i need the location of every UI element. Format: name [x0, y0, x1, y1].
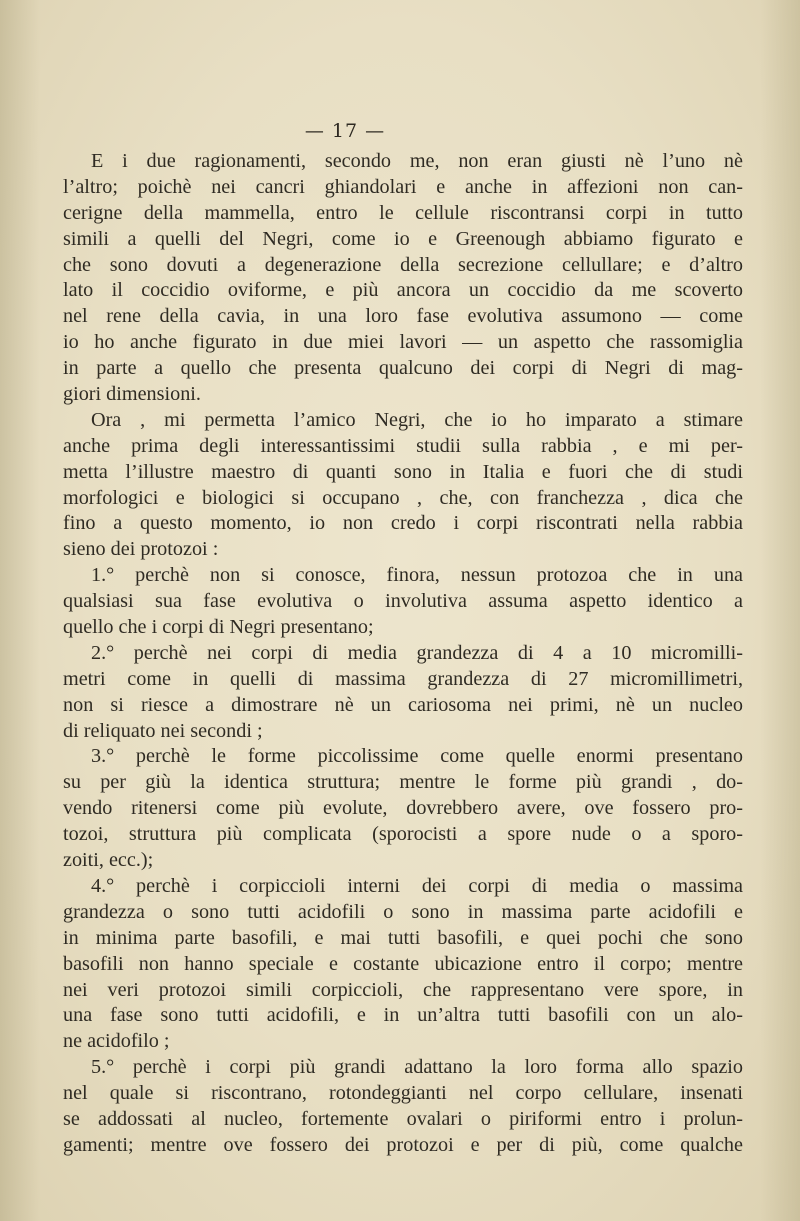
- text-line: in minima parte basofili, e mai tutti basofili, e quei pochi che sono: [63, 926, 743, 949]
- text-line: quello che i corpi di Negri presentano;: [63, 616, 374, 639]
- text-line: qualsiasi sua fase evolutiva o involutiva assuma aspetto identico a: [63, 590, 743, 613]
- text-line: nei veri protozoi simili corpiccioli, che rappresentano vere spore, in: [63, 978, 743, 1001]
- text-line: grandezza o sono tutti acidofili o sono in massima parte acidofili e: [63, 900, 743, 923]
- text-line: in parte a quello che presenta qualcuno dei corpi di Negri di mag-: [63, 357, 743, 380]
- text-line: nel rene della cavia, in una loro fase evolutiva assumono — come: [63, 305, 743, 328]
- text-line: 2.° perchè nei corpi di media grandezza di 4 a 10 micromilli-: [91, 641, 743, 664]
- text-line: 3.° perchè le forme piccolissime come quelle enormi presentano: [91, 745, 743, 768]
- text-line: sieno dei protozoi :: [63, 538, 219, 561]
- text-line: ne acidofilo ;: [63, 1030, 170, 1053]
- text-line: fino a questo momento, io non credo i corpi riscontrati nella rabbia: [63, 512, 743, 535]
- text-line: giori dimensioni.: [63, 383, 201, 406]
- text-line: io ho anche figurato in due miei lavori — un aspetto che rassomiglia: [63, 331, 743, 354]
- text-line: una fase sono tutti acidofili, e in un’altra tutti basofili con un alo-: [63, 1004, 743, 1027]
- text-line: 4.° perchè i corpiccioli interni dei corpi di media o massima: [91, 874, 743, 897]
- text-line: che sono dovuti a degenerazione della secrezione cellullare; e d’altro: [63, 253, 743, 276]
- page-shadow-right: [760, 0, 800, 1221]
- text-line: 1.° perchè non si conosce, finora, nessun protozoa che in una: [91, 564, 743, 587]
- text-line: zoiti, ecc.);: [63, 849, 154, 872]
- text-line: Ora , mi permetta l’amico Negri, che io ho imparato a stimare: [91, 408, 743, 431]
- text-line: nel quale si riscontrano, rotondeggianti nel corpo cellulare, insenati: [63, 1082, 743, 1105]
- text-line: 5.° perchè i corpi più grandi adattano la loro forma allo spazio: [91, 1056, 743, 1079]
- text-line: morfologici e biologici si occupano , che, con franchezza , dica che: [63, 486, 743, 509]
- text-line: simili a quelli del Negri, come io e Greenough abbiamo figurato e: [63, 227, 743, 250]
- text-line: tozoi, struttura più complicata (sporocisti a spore nude o a sporo-: [63, 823, 743, 846]
- text-line: gamenti; mentre ove fossero dei protozoi e per di più, come qualche: [63, 1133, 743, 1156]
- page-shadow-left: [0, 0, 40, 1221]
- text-line: cerigne della mammella, entro le cellule riscontransi corpi in tutto: [63, 201, 743, 224]
- text-line: lato il coccidio oviforme, e più ancora un coccidio da me scoverto: [63, 279, 743, 302]
- text-line: di reliquato nei secondi ;: [63, 719, 263, 742]
- text-line: vendo ritenersi come più evolute, dovrebbero avere, ove fossero pro-: [63, 797, 743, 820]
- text-line: l’altro; poichè nei cancri ghiandolari e anche in affezioni non can-: [63, 175, 743, 198]
- text-line: metta l’illustre maestro di quanti sono in Italia e fuori che di studi: [63, 460, 743, 483]
- text-line: basofili non hanno speciale e costante ubicazione entro il corpo; mentre: [63, 952, 743, 975]
- text-line: se addossati al nucleo, fortemente ovalari o piriformi entro i prolun-: [63, 1107, 743, 1130]
- text-line: anche prima degli interessantissimi studii sulla rabbia , e mi per-: [63, 434, 743, 457]
- body-text: [63, 149, 743, 1159]
- text-line: su per giù la identica struttura; mentre le forme più grandi , do-: [63, 771, 743, 794]
- text-line: metri come in quelli di massima grandezza di 27 micromillimetri,: [63, 667, 743, 690]
- text-line: E i due ragionamenti, secondo me, non eran giusti nè l’uno nè: [91, 150, 743, 172]
- page-number: — 17 —: [304, 120, 386, 142]
- text-line: non si riesce a dimostrare nè un cariosoma nei primi, nè un nucleo: [63, 693, 743, 716]
